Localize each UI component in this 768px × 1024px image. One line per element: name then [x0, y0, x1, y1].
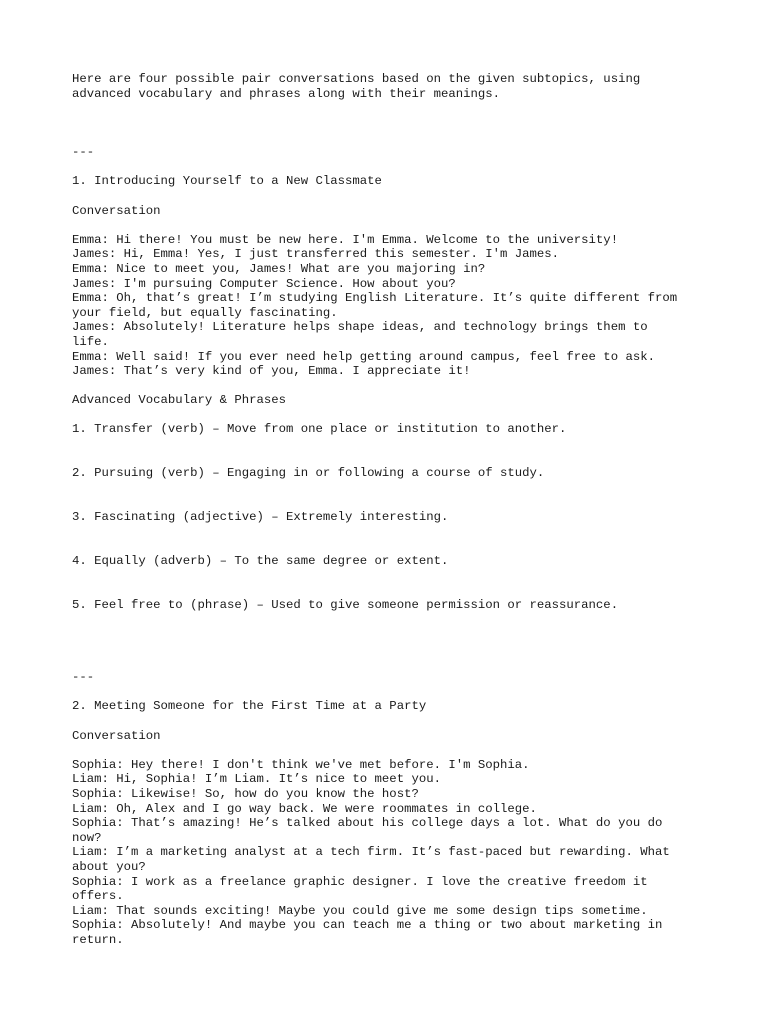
- dialogue-line: Emma: Well said! If you ever need help getting around campus, feel free to ask.: [72, 349, 655, 364]
- vocab-item: 2. Pursuing (verb) – Engaging in or following a course of study.: [72, 466, 545, 481]
- dialogue-line: Liam: Hi, Sophia! I’m Liam. It’s nice to meet you.: [72, 772, 441, 787]
- vocab-item: 3. Fascinating (adjective) – Extremely interesting.: [72, 510, 449, 525]
- dialogue-line: now?: [72, 830, 102, 845]
- section-1-conversation: [72, 233, 702, 379]
- document-page: [72, 72, 702, 947]
- section-separator: ---: [72, 670, 95, 685]
- dialogue-line: James: Absolutely! Literature helps shape ideas, and technology brings them to: [72, 320, 648, 335]
- dialogue-line: Liam: I’m a marketing analyst at a tech firm. It’s fast-paced but rewarding. What: [72, 845, 670, 860]
- dialogue-line: Emma: Nice to meet you, James! What are you majoring in?: [72, 261, 486, 276]
- dialogue-line: about you?: [72, 859, 146, 874]
- dialogue-line: Sophia: That’s amazing! He’s talked about his college days a lot. What do you do: [72, 816, 663, 831]
- dialogue-line: James: Hi, Emma! Yes, I just transferred this semester. I'm James.: [72, 247, 560, 262]
- section-separator: ---: [72, 145, 95, 160]
- dialogue-line: Emma: Hi there! You must be new here. I'm Emma. Welcome to the university!: [72, 232, 619, 247]
- dialogue-line: your field, but equally fascinating.: [72, 305, 338, 320]
- vocab-item: 4. Equally (adverb) – To the same degree or extent.: [72, 553, 449, 568]
- dialogue-line: Sophia: I work as a freelance graphic designer. I love the creative freedom it: [72, 874, 648, 889]
- dialogue-line: Sophia: Hey there! I don't think we've met before. I'm Sophia.: [72, 757, 530, 772]
- dialogue-line: Sophia: Likewise! So, how do you know the host?: [72, 786, 419, 801]
- dialogue-line: return.: [72, 932, 124, 947]
- dialogue-line: Liam: Oh, Alex and I go way back. We were roommates in college.: [72, 801, 537, 816]
- section-2-conversation: [72, 758, 702, 948]
- dialogue-line: James: I'm pursuing Computer Science. How about you?: [72, 276, 456, 291]
- intro-line: Here are four possible pair conversations based on the given subtopics, using: [72, 72, 641, 86]
- section-1-vocab-label: Advanced Vocabulary & Phrases: [72, 393, 287, 408]
- dialogue-line: James: That’s very kind of you, Emma. I appreciate it!: [72, 364, 471, 379]
- section-2-heading: 2. Meeting Someone for the First Time at a Party: [72, 699, 427, 714]
- section-1-vocab-list: [72, 422, 702, 612]
- dialogue-line: Sophia: Absolutely! And maybe you can teach me a thing or two about marketing in: [72, 918, 663, 933]
- vocab-item: 5. Feel free to (phrase) – Used to give someone permission or reassurance.: [72, 597, 619, 612]
- intro-paragraph: [72, 72, 702, 101]
- vocab-item: 1. Transfer (verb) – Move from one place or institution to another.: [72, 422, 567, 437]
- section-1-heading: 1. Introducing Yourself to a New Classmate: [72, 174, 382, 189]
- dialogue-line: Liam: That sounds exciting! Maybe you could give me some design tips sometime.: [72, 903, 648, 918]
- dialogue-line: offers.: [72, 889, 124, 904]
- section-2-conversation-label: Conversation: [72, 728, 161, 743]
- dialogue-line: Emma: Oh, that’s great! I’m studying English Literature. It’s quite different from: [72, 291, 678, 306]
- section-1-conversation-label: Conversation: [72, 203, 161, 218]
- dialogue-line: life.: [72, 334, 109, 349]
- intro-line: advanced vocabulary and phrases along with their meanings.: [72, 86, 501, 101]
